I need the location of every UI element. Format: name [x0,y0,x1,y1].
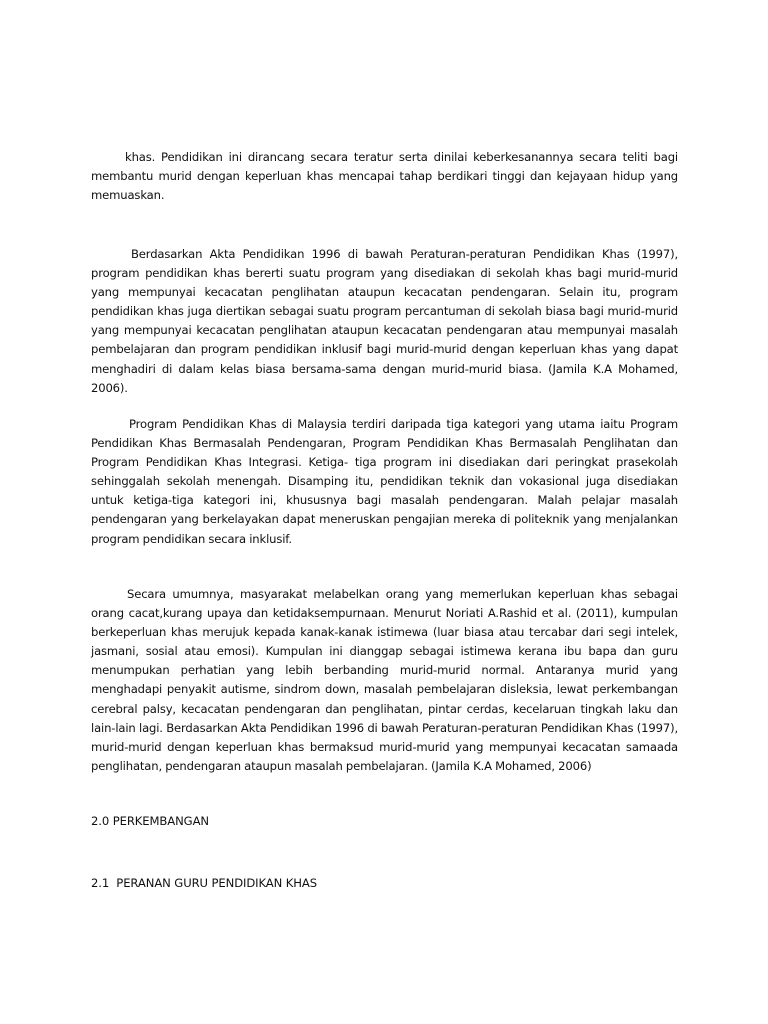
paragraph-intro-continuation: khas. Pendidikan ini dirancang secara teratur serta dinilai keberkesanannya secara teliti bagi membantu murid dengan keperluan khas mencapai tahap berdikari tinggi dan kejayaan hidup yang memuaskan. [91,150,678,203]
paragraph-akta-pendidikan: Berdasarkan Akta Pendidikan 1996 di bawah Peraturan-peraturan Pendidikan Khas (1997), program pendidikan khas bererti suatu program yang disediakan di sekolah khas bagi murid-murid yang mempunyai kecacatan penglihatan ataupun kecacatan pendengaran. Selain itu, program pendidikan khas juga diertikan sebagai suatu program percantuman di sekolah biasa bagi murid-murid yang mempunyai kecacatan penglihatan ataupun kecacatan pendengaran atau mempunyai masalah pembelajaran dan program pendidikan inklusif bagi murid-murid dengan keperluan khas yang dapat menghadiri di dalam kelas biasa bersama-sama dengan murid-murid biasa. (Jamila K.A Mohamed, 2006). [91,247,678,395]
paragraph-program-kategori: Program Pendidikan Khas di Malaysia terdiri daripada tiga kategori yang utama iaitu Program Pendidikan Khas Bermasalah Pendengaran, Program Pendidikan Khas Bermasalah Penglihatan dan Program Pendidikan Khas Integrasi. Ketiga- tiga program ini disediakan dari peringkat prasekolah sehinggalah sekolah menengah. Disamping itu, pendidikan teknik dan vokasional juga disediakan untuk ketiga-tiga kategori ini, khususnya bagi masalah pendengaran. Malah pelajar masalah pendengaran yang berkelayakan dapat meneruskan pengajian mereka di politeknik yang menjalankan program pendidikan secara inklusif. [91,417,678,546]
subsection-heading-peranan-guru: 2.1 PERANAN GURU PENDIDIKAN KHAS [91,876,317,890]
section-heading-perkembangan: 2.0 PERKEMBANGAN [91,814,209,828]
paragraph-masyarakat: Secara umumnya, masyarakat melabelkan orang yang memerlukan keperluan khas sebagai orang cacat,kurang upaya dan ketidaksempurnaan. Menurut Noriati A.Rashid et al. (2011), kumpulan berkeperluan khas merujuk kepada kanak-kanak istimewa (luar biasa atau tercabar dari segi intelek, jasmani, sosial atau emosi). Kumpulan ini dianggap sebagai istimewa kerana ibu bapa dan guru menumpukan perhatian yang lebih berbanding murid-murid normal. Antaranya murid yang menghadapi penyakit autisme, sindrom down, masalah pembelajaran disleksia, lewat perkembangan cerebral palsy, kecacatan pendengaran dan penglihatan, pintar cerdas, kecelaruan tingkah laku dan lain-lain lagi. Berdasarkan Akta Pendidikan 1996 di bawah Peraturan-peraturan Pendidikan Khas (1997), murid-murid dengan keperluan khas bermaksud murid-murid yang mempunyai kecacatan samaada penglihatan, pendengaran ataupun masalah pembelajaran. (Jamila K.A Mohamed, 2006) [91,587,678,773]
